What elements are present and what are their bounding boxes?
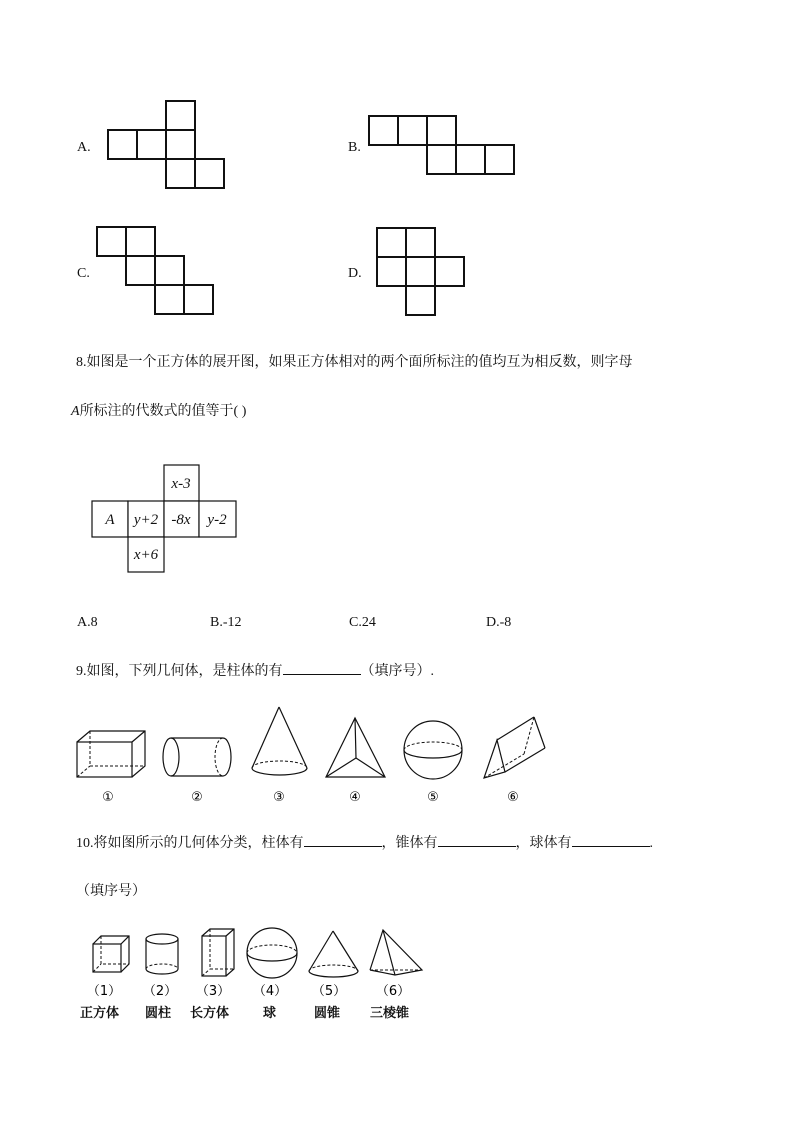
q10-number-3: （3） — [195, 984, 231, 999]
q10-name-sphere: 球 — [263, 1006, 277, 1021]
q8-text-line1: 8.如图是一个正方体的展开图，如果正方体相对的两个面所标注的值均互为相反数，则字母 — [76, 355, 633, 370]
q10-number-6: （6） — [375, 984, 411, 999]
cell-top-text: x-3 — [171, 476, 191, 492]
q10-part1: 10.将如图所示的几何体分类，柱体有 — [76, 836, 304, 851]
q8-text-line2-rest: 所标注的代数式的值等于( ) — [79, 404, 247, 419]
tall-cuboid-shape — [202, 929, 234, 976]
cone-small-shape — [309, 931, 358, 977]
q9-label-4: ④ — [349, 790, 361, 805]
option-d-label[interactable]: D. — [348, 266, 362, 281]
cell-m8x-text: -8x — [171, 512, 191, 528]
option-b-label[interactable]: B. — [348, 140, 361, 155]
q10-part2: ，锥体有 — [381, 836, 438, 851]
q9-label-2: ② — [191, 790, 203, 805]
q9-label-1: ① — [102, 790, 114, 805]
q10-number-1: （1） — [86, 984, 122, 999]
q10-name-cube: 正方体 — [80, 1006, 120, 1021]
q9-label-3: ③ — [273, 790, 285, 805]
q8-option-d[interactable]: D.-8 — [486, 615, 512, 630]
q8-option-a[interactable]: A.8 — [77, 615, 98, 630]
q10-name-cuboid: 长方体 — [190, 1006, 230, 1021]
q10-name-cylinder: 圆柱 — [145, 1006, 172, 1021]
triangular-pyramid-shape — [370, 930, 422, 975]
q10-name-cone: 圆锥 — [314, 1006, 341, 1021]
q10-number-4: （4） — [252, 984, 288, 999]
q10-number-2: （2） — [142, 984, 178, 999]
q9-label-5: ⑤ — [427, 790, 439, 805]
q8-option-c[interactable]: C.24 — [349, 615, 376, 630]
q8-option-b[interactable]: B.-12 — [210, 615, 242, 630]
cell-xp6-text: x+6 — [133, 547, 159, 563]
cell-ym2-text: y-2 — [207, 512, 227, 528]
cell-yp2-text: y+2 — [133, 512, 159, 528]
cylinder-upright-shape — [146, 934, 178, 974]
cell-a-text: A — [105, 512, 115, 528]
q9-suffix: （填序号）. — [360, 664, 434, 679]
q10-part4: . — [649, 836, 653, 851]
ball-shape — [247, 928, 297, 978]
q9-prefix: 9.如图，下列几何体，是柱体的有 — [76, 664, 283, 679]
option-c-label[interactable]: C. — [77, 266, 90, 281]
q10-name-pyramid: 三棱锥 — [370, 1006, 410, 1021]
q8-variable-a: A — [71, 404, 80, 419]
q10-text-line2: （填序号） — [76, 884, 146, 899]
q10-number-5: （5） — [311, 984, 347, 999]
q9-label-6: ⑥ — [507, 790, 519, 805]
option-a-label[interactable]: A. — [77, 140, 91, 155]
cube-shape — [93, 936, 129, 972]
q10-part3: ，球体有 — [515, 836, 572, 851]
